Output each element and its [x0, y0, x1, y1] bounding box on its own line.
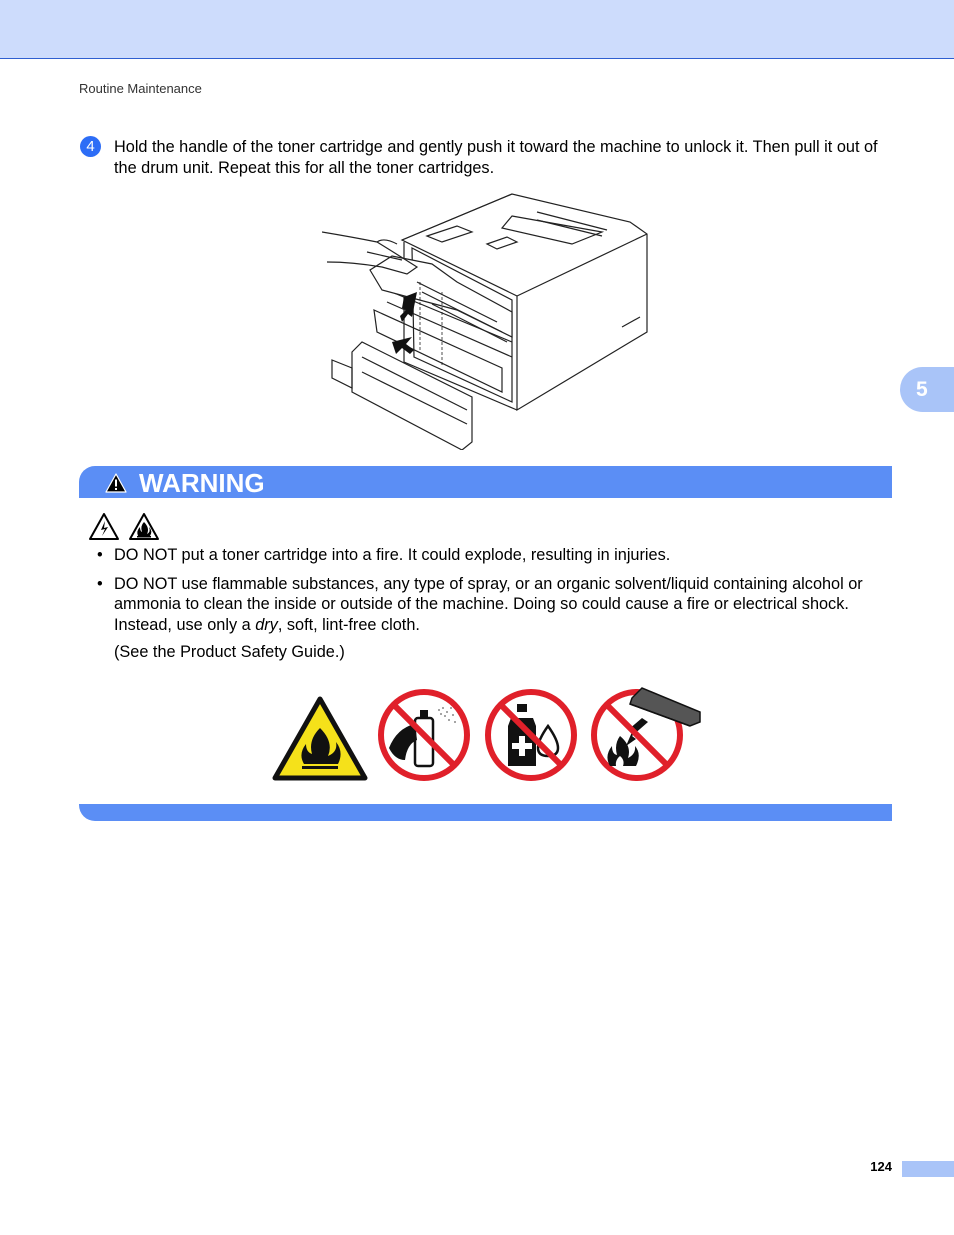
fire-hazard-icon	[130, 514, 158, 539]
header-band	[0, 0, 954, 59]
chapter-number: 5	[916, 377, 928, 401]
see-safety-guide-note: (See the Product Safety Guide.)	[114, 643, 345, 661]
warning-title: WARNING	[139, 468, 265, 498]
warning-bullet	[97, 574, 897, 636]
printer-drum-illustration	[322, 192, 652, 450]
warning-bullet-tail-end: , soft, lint-free cloth.	[277, 615, 420, 634]
step-text: Hold the handle of the toner cartridge and gently push it toward the machine to unlock it. Then pull it out of the drum unit. Repeat this for all the toner cartridges.	[114, 138, 878, 177]
warning-banner	[79, 466, 892, 498]
hazard-icons	[89, 512, 161, 542]
warning-bullet-emphasis: dry	[255, 615, 278, 634]
flammable-warning-icon	[272, 696, 368, 782]
chapter-tab[interactable]	[900, 367, 954, 412]
no-spray-icon	[377, 688, 471, 782]
warning-bullet-list	[97, 545, 897, 643]
warning-bullet-tail: Instead, use only a	[114, 615, 256, 634]
no-toner-in-fire-icon	[590, 684, 702, 782]
page-number: 124	[870, 1159, 892, 1174]
warning-triangle-icon	[105, 473, 127, 493]
step-marker: 4	[80, 136, 101, 157]
no-solvent-icon	[484, 688, 578, 782]
electric-hazard-icon	[90, 514, 118, 539]
warning-bottom-bar	[79, 804, 892, 821]
warning-bullet: • DO NOT put a toner cartridge into a fire. It could explode, resulting in injuries.	[97, 545, 897, 566]
page-tab	[902, 1161, 954, 1177]
running-head: Routine Maintenance	[79, 81, 202, 96]
warning-bullet-text: DO NOT use flammable substances, any type of spray, or an organic solvent/liquid containing alcohol or ammonia to clean the inside or outside of the machine. Doing so could cause a fire or electrical shock.	[114, 574, 863, 613]
